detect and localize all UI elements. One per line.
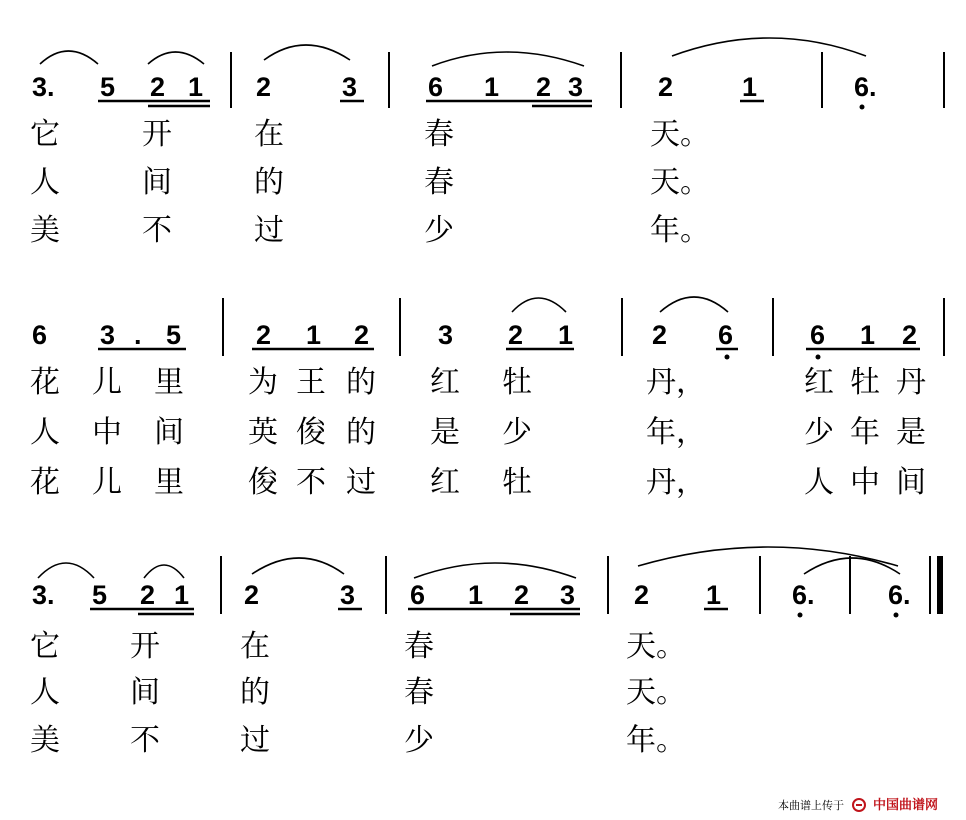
slur — [414, 563, 576, 578]
system-3 — [30, 547, 940, 758]
note: 2 — [634, 580, 650, 610]
octave-dot — [798, 613, 803, 618]
note: 2 — [902, 320, 918, 350]
note: 2 — [140, 580, 156, 610]
lyric: 春 — [424, 117, 454, 152]
lyric: 花 — [30, 465, 60, 500]
note: 2 — [658, 72, 674, 102]
lyric: 天。 — [626, 629, 686, 664]
lyric: 丹， — [646, 465, 706, 500]
slur — [148, 52, 204, 64]
lyric: 花 — [30, 365, 60, 400]
lyric: 牡 — [502, 365, 532, 400]
lyric: 年。 — [626, 723, 686, 758]
lyric: 英 — [248, 415, 278, 450]
note: 1 — [468, 580, 484, 610]
note: 3 — [568, 72, 584, 102]
note: 6 — [810, 320, 826, 350]
lyric: 美 — [30, 213, 60, 248]
note: 6 — [410, 580, 426, 610]
octave-dot — [816, 355, 821, 360]
note: 2 — [256, 72, 272, 102]
lyric: 里 — [154, 465, 184, 500]
lyric: 过 — [240, 723, 270, 758]
lyric: 的 — [346, 365, 376, 400]
octave-dot — [725, 355, 730, 360]
site-logo-icon — [852, 798, 866, 812]
lyrics-system-1 — [30, 117, 710, 248]
lyric: 开 — [142, 117, 172, 152]
octave-dot — [860, 105, 865, 110]
lyric: 年 — [850, 415, 880, 450]
note: 3 — [560, 580, 576, 610]
lyric: 儿 — [92, 465, 122, 500]
octave-dot — [894, 613, 899, 618]
credit-text: 本曲谱上传于 — [778, 799, 844, 812]
lyric: 开 — [130, 629, 160, 664]
note: 6. — [792, 580, 815, 610]
lyric: 间 — [154, 415, 184, 450]
note: 1 — [706, 580, 722, 610]
lyric: 间 — [896, 465, 926, 500]
lyric: 少 — [404, 723, 434, 758]
slur — [432, 52, 584, 66]
lyric: 在 — [254, 117, 284, 152]
slur — [672, 38, 866, 56]
note: 1 — [174, 580, 190, 610]
lyric: 不 — [142, 213, 172, 248]
lyric: 里 — [154, 365, 184, 400]
upload-credit — [778, 794, 938, 813]
note: 2 — [256, 320, 272, 350]
note: 1 — [306, 320, 322, 350]
lyric: 是 — [430, 415, 460, 450]
lyric: 丹 — [896, 365, 926, 400]
lyric: 不 — [130, 723, 160, 758]
note: 2 — [536, 72, 552, 102]
note: 2 — [244, 580, 260, 610]
lyric: 少 — [502, 415, 532, 450]
lyric: 的 — [240, 675, 270, 710]
system-2 — [30, 297, 944, 500]
lyric: 间 — [142, 165, 172, 200]
lyric: 过 — [254, 213, 284, 248]
lyrics-system-3 — [30, 629, 686, 758]
lyric: 的 — [254, 165, 284, 200]
lyric: 年。 — [650, 213, 710, 248]
note: 2 — [354, 320, 370, 350]
lyric: 中 — [850, 465, 880, 500]
note: . — [134, 320, 142, 350]
lyric: 的 — [346, 415, 376, 450]
lyric: 天。 — [626, 675, 686, 710]
lyrics-system-2 — [30, 365, 926, 500]
lyric: 间 — [130, 675, 160, 710]
lyric: 它 — [30, 629, 60, 664]
note: 2 — [508, 320, 524, 350]
note: 6. — [854, 72, 877, 102]
slur — [512, 298, 566, 312]
lyric: 春 — [424, 165, 454, 200]
lyric: 俊 — [296, 415, 326, 450]
note: 3 — [100, 320, 116, 350]
note: 2 — [514, 580, 530, 610]
note: 6 — [32, 320, 48, 350]
lyric: 红 — [430, 365, 460, 400]
lyric: 天。 — [650, 117, 710, 152]
note: 1 — [860, 320, 876, 350]
note: 1 — [742, 72, 758, 102]
lyric: 中 — [92, 415, 122, 450]
slur — [40, 51, 98, 64]
lyric: 年， — [646, 415, 706, 450]
system-1 — [30, 38, 944, 248]
lyric: 少 — [424, 213, 454, 248]
note: 3 — [342, 72, 358, 102]
lyric: 是 — [896, 415, 926, 450]
lyric: 在 — [240, 629, 270, 664]
note: 3. — [32, 72, 55, 102]
lyric: 天。 — [650, 165, 710, 200]
lyric: 红 — [804, 365, 834, 400]
note: 1 — [484, 72, 500, 102]
lyric: 美 — [30, 723, 60, 758]
lyric: 春 — [404, 675, 434, 710]
lyric: 丹， — [646, 365, 706, 400]
note: 6 — [718, 320, 734, 350]
lyric: 春 — [404, 629, 434, 664]
lyric: 过 — [346, 465, 376, 500]
lyric: 红 — [430, 465, 460, 500]
lyric: 儿 — [92, 365, 122, 400]
lyric: 人 — [30, 165, 60, 200]
slur — [144, 565, 184, 578]
lyric: 人 — [804, 465, 834, 500]
lyric: 少 — [804, 415, 834, 450]
note: 1 — [188, 72, 204, 102]
site-name[interactable]: 中国曲谱网 — [873, 798, 939, 813]
note: 5 — [100, 72, 116, 102]
note: 3 — [438, 320, 454, 350]
slur — [638, 547, 898, 566]
slur — [804, 558, 900, 574]
note: 1 — [558, 320, 574, 350]
note: 2 — [652, 320, 668, 350]
lyric: 牡 — [850, 365, 880, 400]
slur — [252, 558, 344, 574]
note: 3 — [340, 580, 356, 610]
lyric: 人 — [30, 675, 60, 710]
note: 2 — [150, 72, 166, 102]
slur — [264, 45, 350, 60]
lyric: 不 — [296, 465, 326, 500]
lyric: 俊 — [248, 465, 278, 500]
note: 6. — [888, 580, 911, 610]
note: 5 — [166, 320, 182, 350]
note: 3. — [32, 580, 55, 610]
lyric: 牡 — [502, 465, 532, 500]
lyric: 它 — [30, 117, 60, 152]
lyric: 人 — [30, 415, 60, 450]
slur — [660, 297, 728, 312]
note: 6 — [428, 72, 444, 102]
note: 5 — [92, 580, 108, 610]
slur — [38, 563, 94, 578]
lyric: 王 — [296, 365, 326, 400]
lyric: 为 — [248, 365, 278, 400]
